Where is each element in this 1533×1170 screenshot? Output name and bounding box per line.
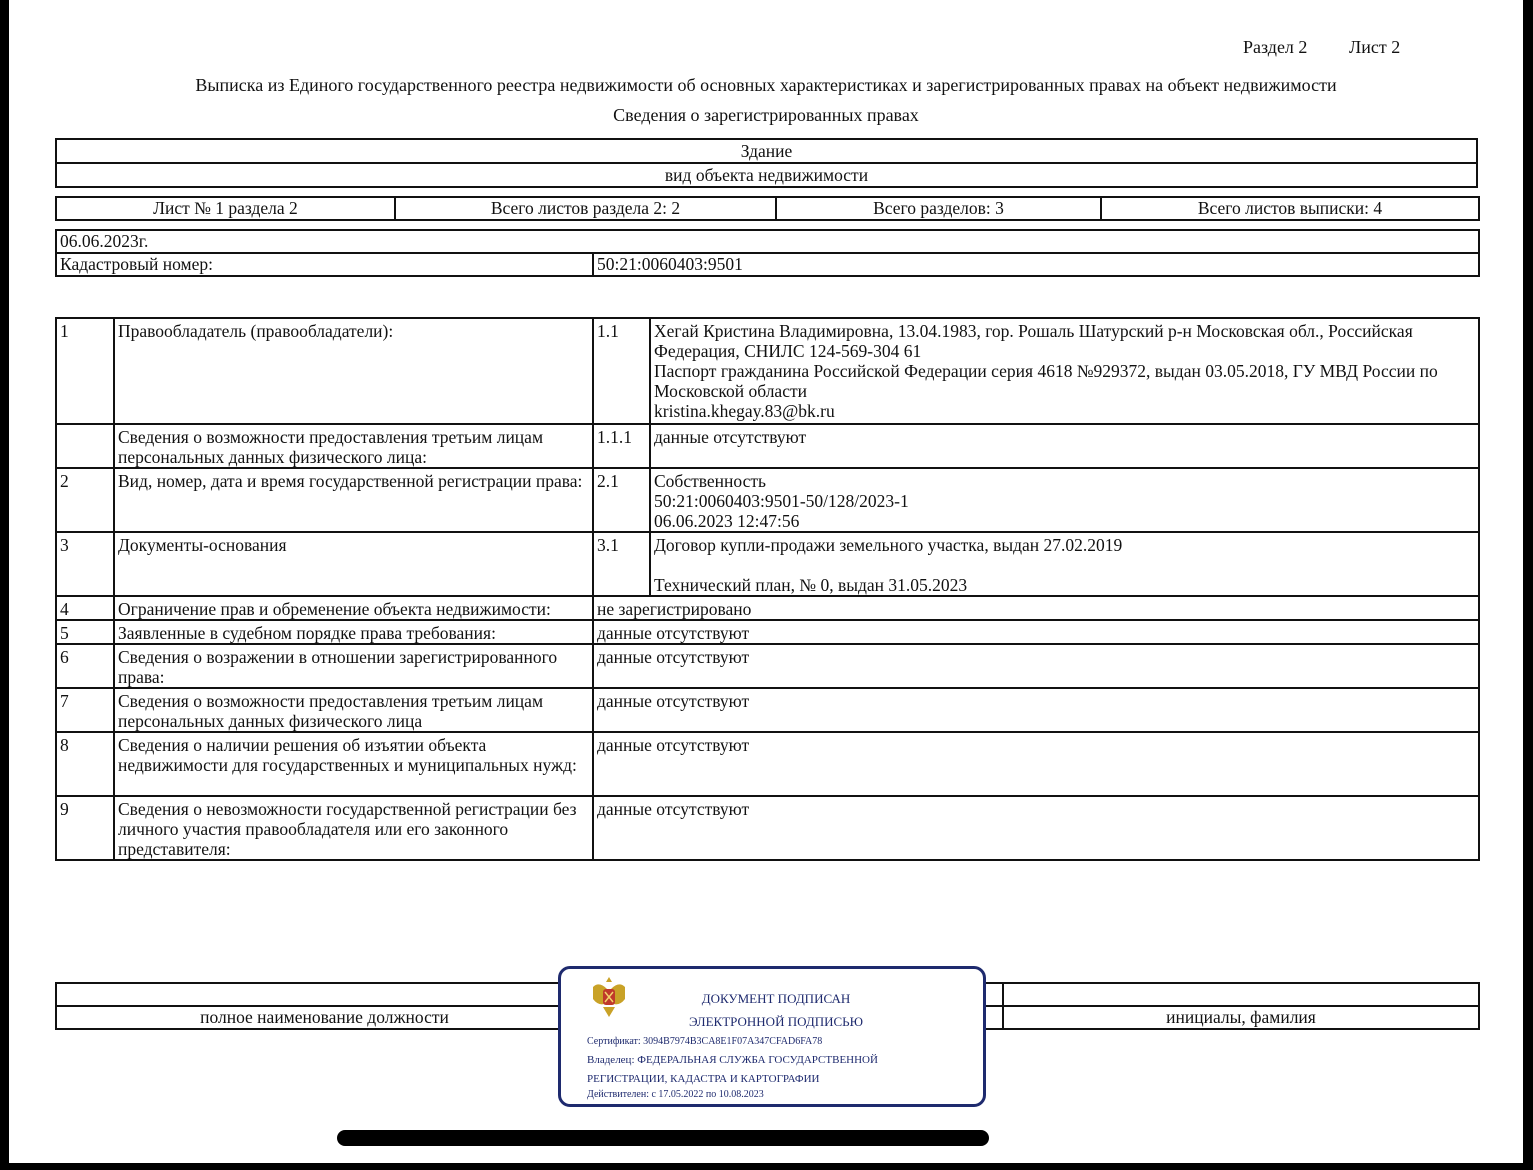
row-number: 9 <box>56 796 114 860</box>
electronic-signature-stamp <box>558 966 986 1107</box>
row-label: Сведения о возражении в отношении зарегистрированного права: <box>114 644 593 688</box>
name-caption: инициалы, фамилия <box>1003 1006 1479 1029</box>
row-subnumber: 3.1 <box>593 532 650 596</box>
document-subtitle: Сведения о зарегистрированных правах <box>613 105 919 125</box>
stamp-owner-2: РЕГИСТРАЦИИ, КАДАСТРА И КАРТОГРАФИИ <box>587 1073 820 1085</box>
rights-table <box>55 317 1480 861</box>
extract-date: 06.06.2023г. <box>56 230 1479 253</box>
table-row <box>56 732 1479 796</box>
cadastral-number: 50:21:0060403:9501 <box>593 253 1479 276</box>
row-label: Сведения о возможности предоставления третьим лицам персональных данных физического лица <box>114 688 593 732</box>
row-number: 7 <box>56 688 114 732</box>
row-label: Заявленные в судебном порядке права требования: <box>114 620 593 644</box>
row-value: данные отсутствуют <box>593 620 1479 644</box>
position-caption: полное наименование должности <box>56 1006 593 1029</box>
table-row <box>56 468 1479 532</box>
sheets-table <box>55 196 1480 221</box>
row-subnumber: 1.1.1 <box>593 424 650 468</box>
row-number: 5 <box>56 620 114 644</box>
stamp-line-1: ДОКУМЕНТ ПОДПИСАН <box>701 991 851 1006</box>
row-number: 1 <box>56 318 114 424</box>
cadastral-table <box>55 229 1480 277</box>
row-value: данные отсутствуют <box>593 644 1479 688</box>
table-row <box>56 620 1479 644</box>
table-row <box>56 796 1479 860</box>
row-label: Правообладатель (правообладатели): <box>114 318 593 424</box>
cadastral-label: Кадастровый номер: <box>56 253 593 276</box>
object-type-value: Здание <box>56 139 1477 163</box>
row-number: 8 <box>56 732 114 796</box>
row-label: Документы-основания <box>114 532 593 596</box>
table-row <box>56 318 1479 424</box>
section-number: Раздел 2 <box>1243 37 1308 57</box>
table-row <box>56 644 1479 688</box>
document-page <box>9 0 1523 1163</box>
row-label: Сведения о невозможности государственной регистрации без личного участия правообладателя или его законного представителя: <box>114 796 593 860</box>
stamp-validity: Действителен: с 17.05.2022 по 10.08.2023 <box>587 1089 764 1100</box>
row-label: Сведения о возможности предоставления третьим лицам персональных данных физического лица: <box>114 424 593 468</box>
row-subnumber: 1.1 <box>593 318 650 424</box>
row-label: Ограничение прав и обременение объекта недвижимости: <box>114 596 593 620</box>
total-sheets-cell: Всего листов выписки: 4 <box>1101 197 1479 220</box>
object-type-table <box>55 138 1478 188</box>
row-number: 2 <box>56 468 114 532</box>
row-value: Договор купли-продажи земельного участка, выдан 27.02.2019 Технический план, № 0, выдан 31.05.2023 <box>650 532 1479 596</box>
row-value: данные отсутствуют <box>593 732 1479 796</box>
row-value: данные отсутствуют <box>593 796 1479 860</box>
stamp-line-2: ЭЛЕКТРОННОЙ ПОДПИСЬЮ <box>689 1014 863 1029</box>
section-sheets-cell: Всего листов раздела 2: 2 <box>395 197 776 220</box>
row-number: 3 <box>56 532 114 596</box>
row-subnumber: 2.1 <box>593 468 650 532</box>
name-field <box>1003 983 1479 1006</box>
object-type-caption: вид объекта недвижимости <box>56 163 1477 187</box>
table-row <box>56 596 1479 620</box>
stamp-certificate: Сертификат: 3094B7974B3CA8E1F07A347CFAD6FA78 <box>587 1036 823 1047</box>
row-label: Сведения о наличии решения об изъятии объекта недвижимости для государственных и муниципальных нужд: <box>114 732 593 796</box>
row-number: 4 <box>56 596 114 620</box>
row-value: Собственность 50:21:0060403:9501-50/128/2023-1 06.06.2023 12:47:56 <box>650 468 1479 532</box>
row-value: не зарегистрировано <box>593 596 1479 620</box>
total-sections-cell: Всего разделов: 3 <box>776 197 1101 220</box>
home-indicator[interactable] <box>337 1130 989 1146</box>
row-value: данные отсутствуют <box>593 688 1479 732</box>
table-row <box>56 424 1479 468</box>
row-value: данные отсутствуют <box>650 424 1479 468</box>
row-value: Хегай Кристина Владимировна, 13.04.1983, гор. Рошаль Шатурский р-н Московская обл., Российская Федерация, СНИЛС 124-569-304 61 Паспорт гражданина Российской Федерации серия 4618 №929372, выдан 03.05.2018, ГУ МВД России по Московской области kristina.khegay.83@bk.ru <box>650 318 1479 424</box>
row-label: Вид, номер, дата и время государственной регистрации права: <box>114 468 593 532</box>
table-row <box>56 532 1479 596</box>
row-number: 6 <box>56 644 114 688</box>
row-number <box>56 424 114 468</box>
sheet-no-cell: Лист № 1 раздела 2 <box>56 197 395 220</box>
sheet-number: Лист 2 <box>1349 37 1401 57</box>
stamp-owner-1: Владелец: ФЕДЕРАЛЬНАЯ СЛУЖБА ГОСУДАРСТВЕННОЙ <box>587 1054 878 1066</box>
position-field <box>56 983 593 1006</box>
table-row <box>56 688 1479 732</box>
document-title: Выписка из Единого государственного реестра недвижимости об основных характеристиках и зарегистрированных правах на объект недвижимости <box>195 75 1337 95</box>
